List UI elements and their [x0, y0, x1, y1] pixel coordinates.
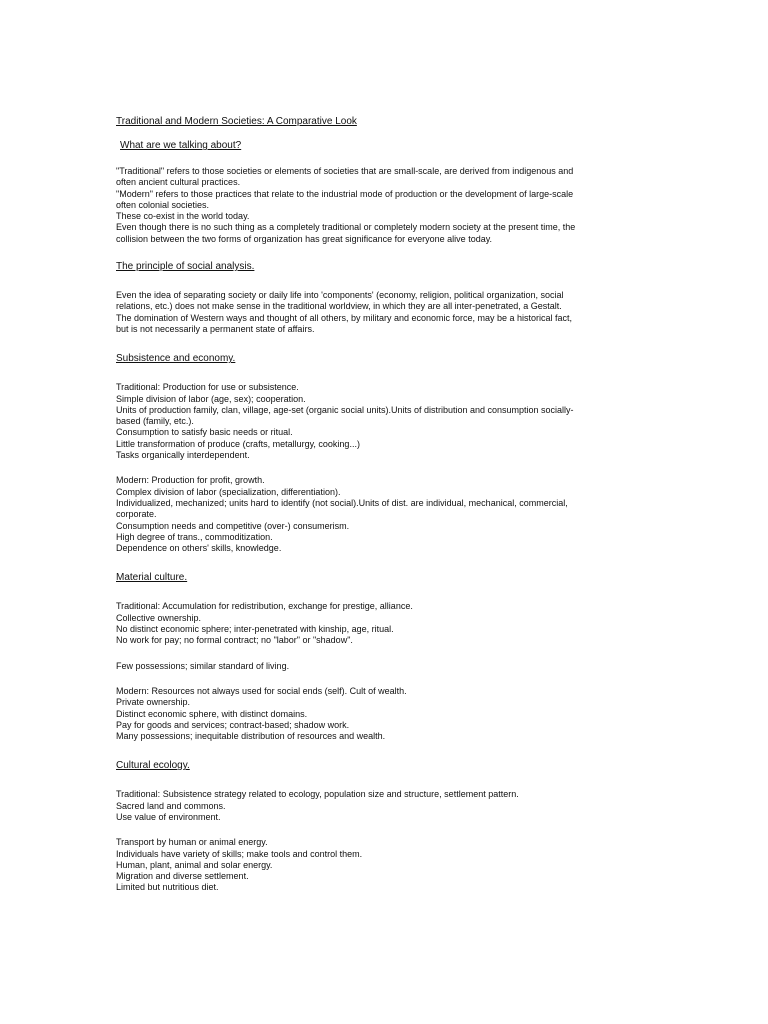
text-line: Modern: Resources not always used for social ends (self). Cult of wealth.	[116, 685, 407, 696]
section-heading-material-culture: Material culture.	[116, 572, 188, 584]
text-line: Dependence on others' skills, knowledge.	[116, 543, 282, 554]
document-title: Traditional and Modern Societies: A Comparative Look	[116, 116, 357, 127]
text-line: Modern: Production for profit, growth.	[116, 475, 265, 486]
text-line: relations, etc.) does not make sense in the traditional worldview, in which they are all inter-penetrated, a Gestalt.	[116, 301, 562, 312]
paragraph	[116, 475, 646, 554]
text-line: often colonial societies.	[116, 199, 210, 210]
document-page	[116, 116, 646, 908]
text-line: The domination of Western ways and thought of all others, by military and economic force, may be a historical fact,	[116, 312, 573, 323]
text-line: Tasks organically interdependent.	[116, 450, 250, 461]
text-line: Even the idea of separating society or daily life into 'components' (economy, religion, political organization, social	[116, 290, 564, 301]
text-line: Even though there is no such thing as a completely traditional or completely modern society at the present time, the	[116, 222, 576, 233]
text-line: Distinct economic sphere, with distinct domains.	[116, 708, 308, 719]
text-line: Individuals have variety of skills; make tools and control them.	[116, 848, 363, 859]
text-line: Private ownership.	[116, 697, 191, 708]
text-line: Consumption needs and competitive (over-) consumerism.	[116, 520, 350, 531]
text-line: Collective ownership.	[116, 612, 202, 623]
text-line: High degree of trans., commoditization.	[116, 531, 273, 542]
document-subtitle: What are we talking about?	[120, 140, 242, 151]
text-line: Complex division of labor (specialization, differentiation).	[116, 486, 341, 497]
text-line: No distinct economic sphere; inter-penetrated with kinship, age, ritual.	[116, 624, 394, 635]
text-line: Pay for goods and services; contract-based; shadow work.	[116, 719, 350, 730]
paragraph	[116, 789, 646, 823]
section-heading-social-analysis: The principle of social analysis.	[116, 261, 255, 273]
paragraph	[116, 290, 646, 335]
text-line: These co-exist in the world today.	[116, 211, 250, 222]
text-line: Simple division of labor (age, sex); cooperation.	[116, 393, 306, 404]
text-line: often ancient cultural practices.	[116, 177, 241, 188]
text-line: Limited but nutritious diet.	[116, 882, 219, 893]
text-line: Traditional: Subsistence strategy related to ecology, population size and structure, settlement pattern.	[116, 789, 519, 800]
text-line: Traditional: Production for use or subsistence.	[116, 382, 299, 393]
text-line: Use value of environment.	[116, 811, 221, 822]
text-line: Individualized, mechanized; units hard to identify (not social).Units of dist. are individual, mechanical, commercial,	[116, 497, 568, 508]
text-line: "Modern" refers to those practices that relate to the industrial mode of production or the development of large-scale	[116, 188, 574, 199]
text-line: based (family, etc.).	[116, 416, 194, 427]
text-line: collision between the two forms of organization has great significance for everyone alive today.	[116, 233, 493, 244]
text-line: Many possessions; inequitable distribution of resources and wealth.	[116, 731, 386, 742]
paragraph	[116, 382, 646, 461]
text-line: No work for pay; no formal contract; no "labor" or "shadow".	[116, 635, 353, 646]
text-line: Consumption to satisfy basic needs or ritual.	[116, 427, 293, 438]
text-line: corporate.	[116, 509, 157, 520]
text-line: Transport by human or animal energy.	[116, 837, 268, 848]
paragraph	[116, 601, 646, 646]
text-line: Traditional: Accumulation for redistribution, exchange for prestige, alliance.	[116, 601, 413, 612]
text-line: Little transformation of produce (crafts, metallurgy, cooking...)	[116, 438, 360, 449]
text-line: Few possessions; similar standard of living.	[116, 660, 290, 671]
paragraph	[116, 686, 646, 742]
intro-paragraph	[116, 166, 646, 245]
text-line: Sacred land and commons.	[116, 800, 226, 811]
text-line: but is not necessarily a permanent state of affairs.	[116, 323, 315, 334]
text-line: Human, plant, animal and solar energy.	[116, 859, 273, 870]
paragraph	[116, 837, 646, 893]
section-heading-cultural-ecology: Cultural ecology.	[116, 760, 190, 772]
text-line: Migration and diverse settlement.	[116, 871, 249, 882]
text-line: "Traditional" refers to those societies or elements of societies that are small-scale, are derived from indigenous and	[116, 166, 574, 176]
paragraph	[116, 661, 646, 672]
section-heading-subsistence-economy: Subsistence and economy.	[116, 353, 236, 365]
text-line: Units of production family, clan, village, age-set (organic social units).Units of distribution and consumption socially-	[116, 404, 574, 415]
